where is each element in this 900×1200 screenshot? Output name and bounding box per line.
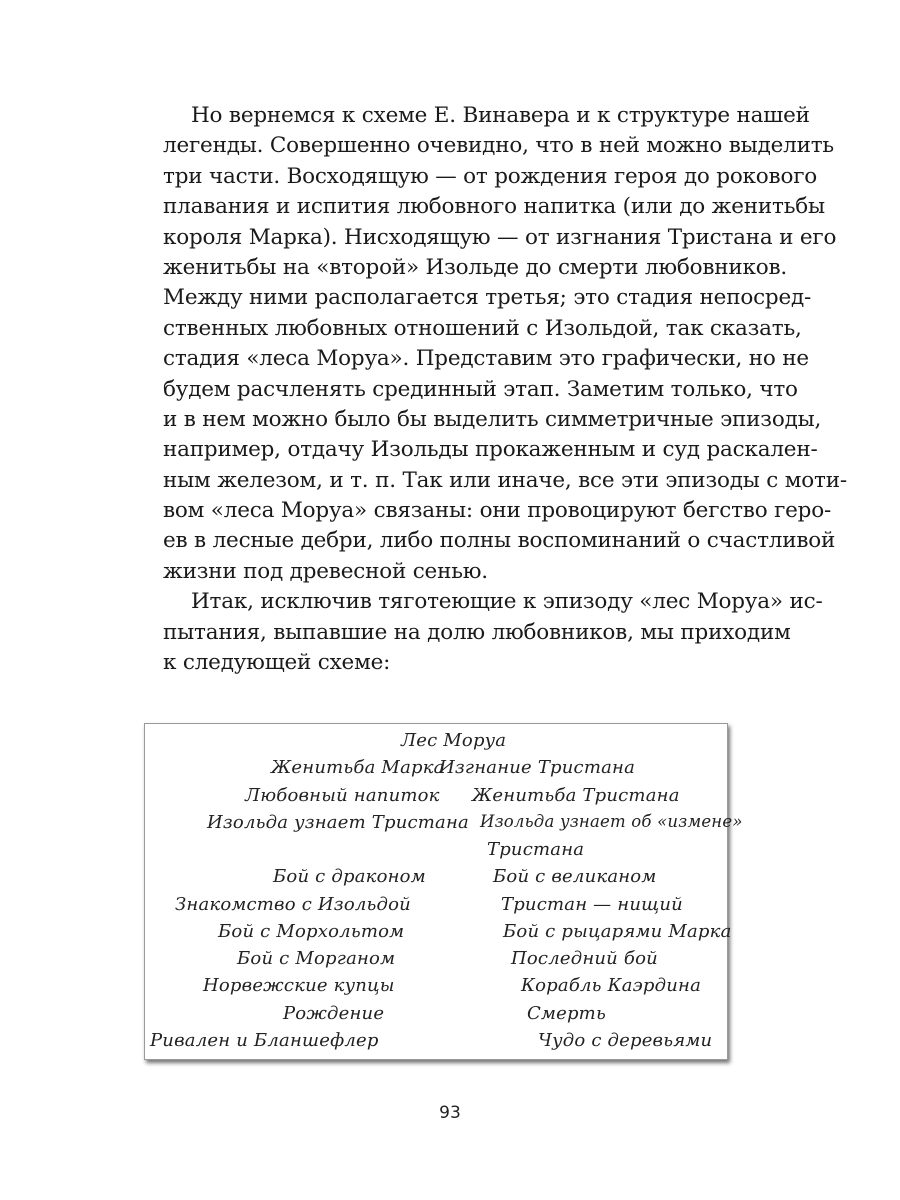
text-line: Итак, исключив тяготеющие к эпизоду «лес Моруа» ис- xyxy=(191,589,823,615)
scheme-right-item: Последний бой xyxy=(511,948,658,969)
page-number: 93 xyxy=(439,1103,461,1123)
text-line: ев в лесные дебри, либо полны воспоминаний о счастливой xyxy=(163,528,836,554)
text-line: жизни под древесной сенью. xyxy=(163,558,488,584)
paragraph-2 xyxy=(135,587,823,678)
text-line: плавания и испития любовного напитка (или до женитьбы xyxy=(163,194,825,220)
text-line: к следующей схеме: xyxy=(163,650,391,676)
scheme-right-item: Женитьба Тристана xyxy=(472,785,680,806)
text-line: Между ними располагается третья; это стадия непосред- xyxy=(163,285,812,311)
scheme-left-item: Бой с Морхольтом xyxy=(218,921,405,942)
text-line: и в нем можно было бы выделить симметричные эпизоды, xyxy=(163,406,822,432)
scheme-right-item: Корабль Каэрдина xyxy=(521,975,702,996)
scheme-right-item: Изгнание Тристана xyxy=(439,757,636,778)
scheme-left-item: Ривален и Бланшефлер xyxy=(150,1030,379,1051)
text-line: пытания, выпавшие на долю любовников, мы приходим xyxy=(163,619,791,645)
text-line: женитьбы на «второй» Изольде до смерти любовников. xyxy=(163,254,788,280)
text-line: короля Марка). Нисходящую — от изгнания Тристана и его xyxy=(163,224,837,250)
text-line: будем расчленять срединный этап. Заметим только, что xyxy=(163,376,798,402)
scheme-left-item: Норвежские купцы xyxy=(203,975,395,996)
text-line: ственных любовных отношений с Изольдой, так сказать, xyxy=(163,315,802,341)
scheme-right-item: Тристана xyxy=(487,839,585,860)
text-line: легенды. Совершенно очевидно, что в ней можно выделить xyxy=(163,133,834,159)
scheme-top-label: Лес Моруа xyxy=(401,730,507,751)
scheme-figure xyxy=(144,723,743,1060)
text-line: например, отдачу Изольды прокаженным и суд раскален- xyxy=(163,437,818,463)
scheme-right-item: Изольда узнает об «измене» xyxy=(480,812,743,831)
scheme-left-item: Знакомство с Изольдой xyxy=(175,894,411,915)
text-line: три части. Восходящую — от рождения героя до рокового xyxy=(163,163,817,189)
scheme-left-item: Бой с драконом xyxy=(273,866,426,887)
scheme-left-item: Рождение xyxy=(283,1003,385,1024)
text-line: вом «леса Моруа» связаны: они провоцируют бегство геро- xyxy=(163,498,832,524)
scheme-right-item: Бой с великаном xyxy=(493,866,657,887)
text-line: ным железом, и т. п. Так или иначе, все эти эпизоды с моти- xyxy=(163,467,847,493)
main-text xyxy=(135,101,847,678)
scheme-right-item: Смерть xyxy=(527,1003,606,1024)
scheme-left-item: Изольда узнает Тристана xyxy=(207,812,469,833)
scheme-left-item: Бой с Морганом xyxy=(237,948,396,969)
scheme-left-item: Любовный напиток xyxy=(245,785,440,806)
text-line: Но вернемся к схеме Е. Винавера и к структуре нашей xyxy=(191,103,810,128)
paragraph-1 xyxy=(135,101,847,587)
text-line: стадия «леса Моруа». Представим это графически, но не xyxy=(163,346,809,372)
scheme-left-item: Женитьба Марка xyxy=(271,757,445,778)
scheme-right-item: Чудо с деревьями xyxy=(538,1030,713,1051)
scheme-right-item: Тристан — нищий xyxy=(501,894,683,915)
scheme-right-item: Бой с рыцарями Марка xyxy=(503,921,732,942)
